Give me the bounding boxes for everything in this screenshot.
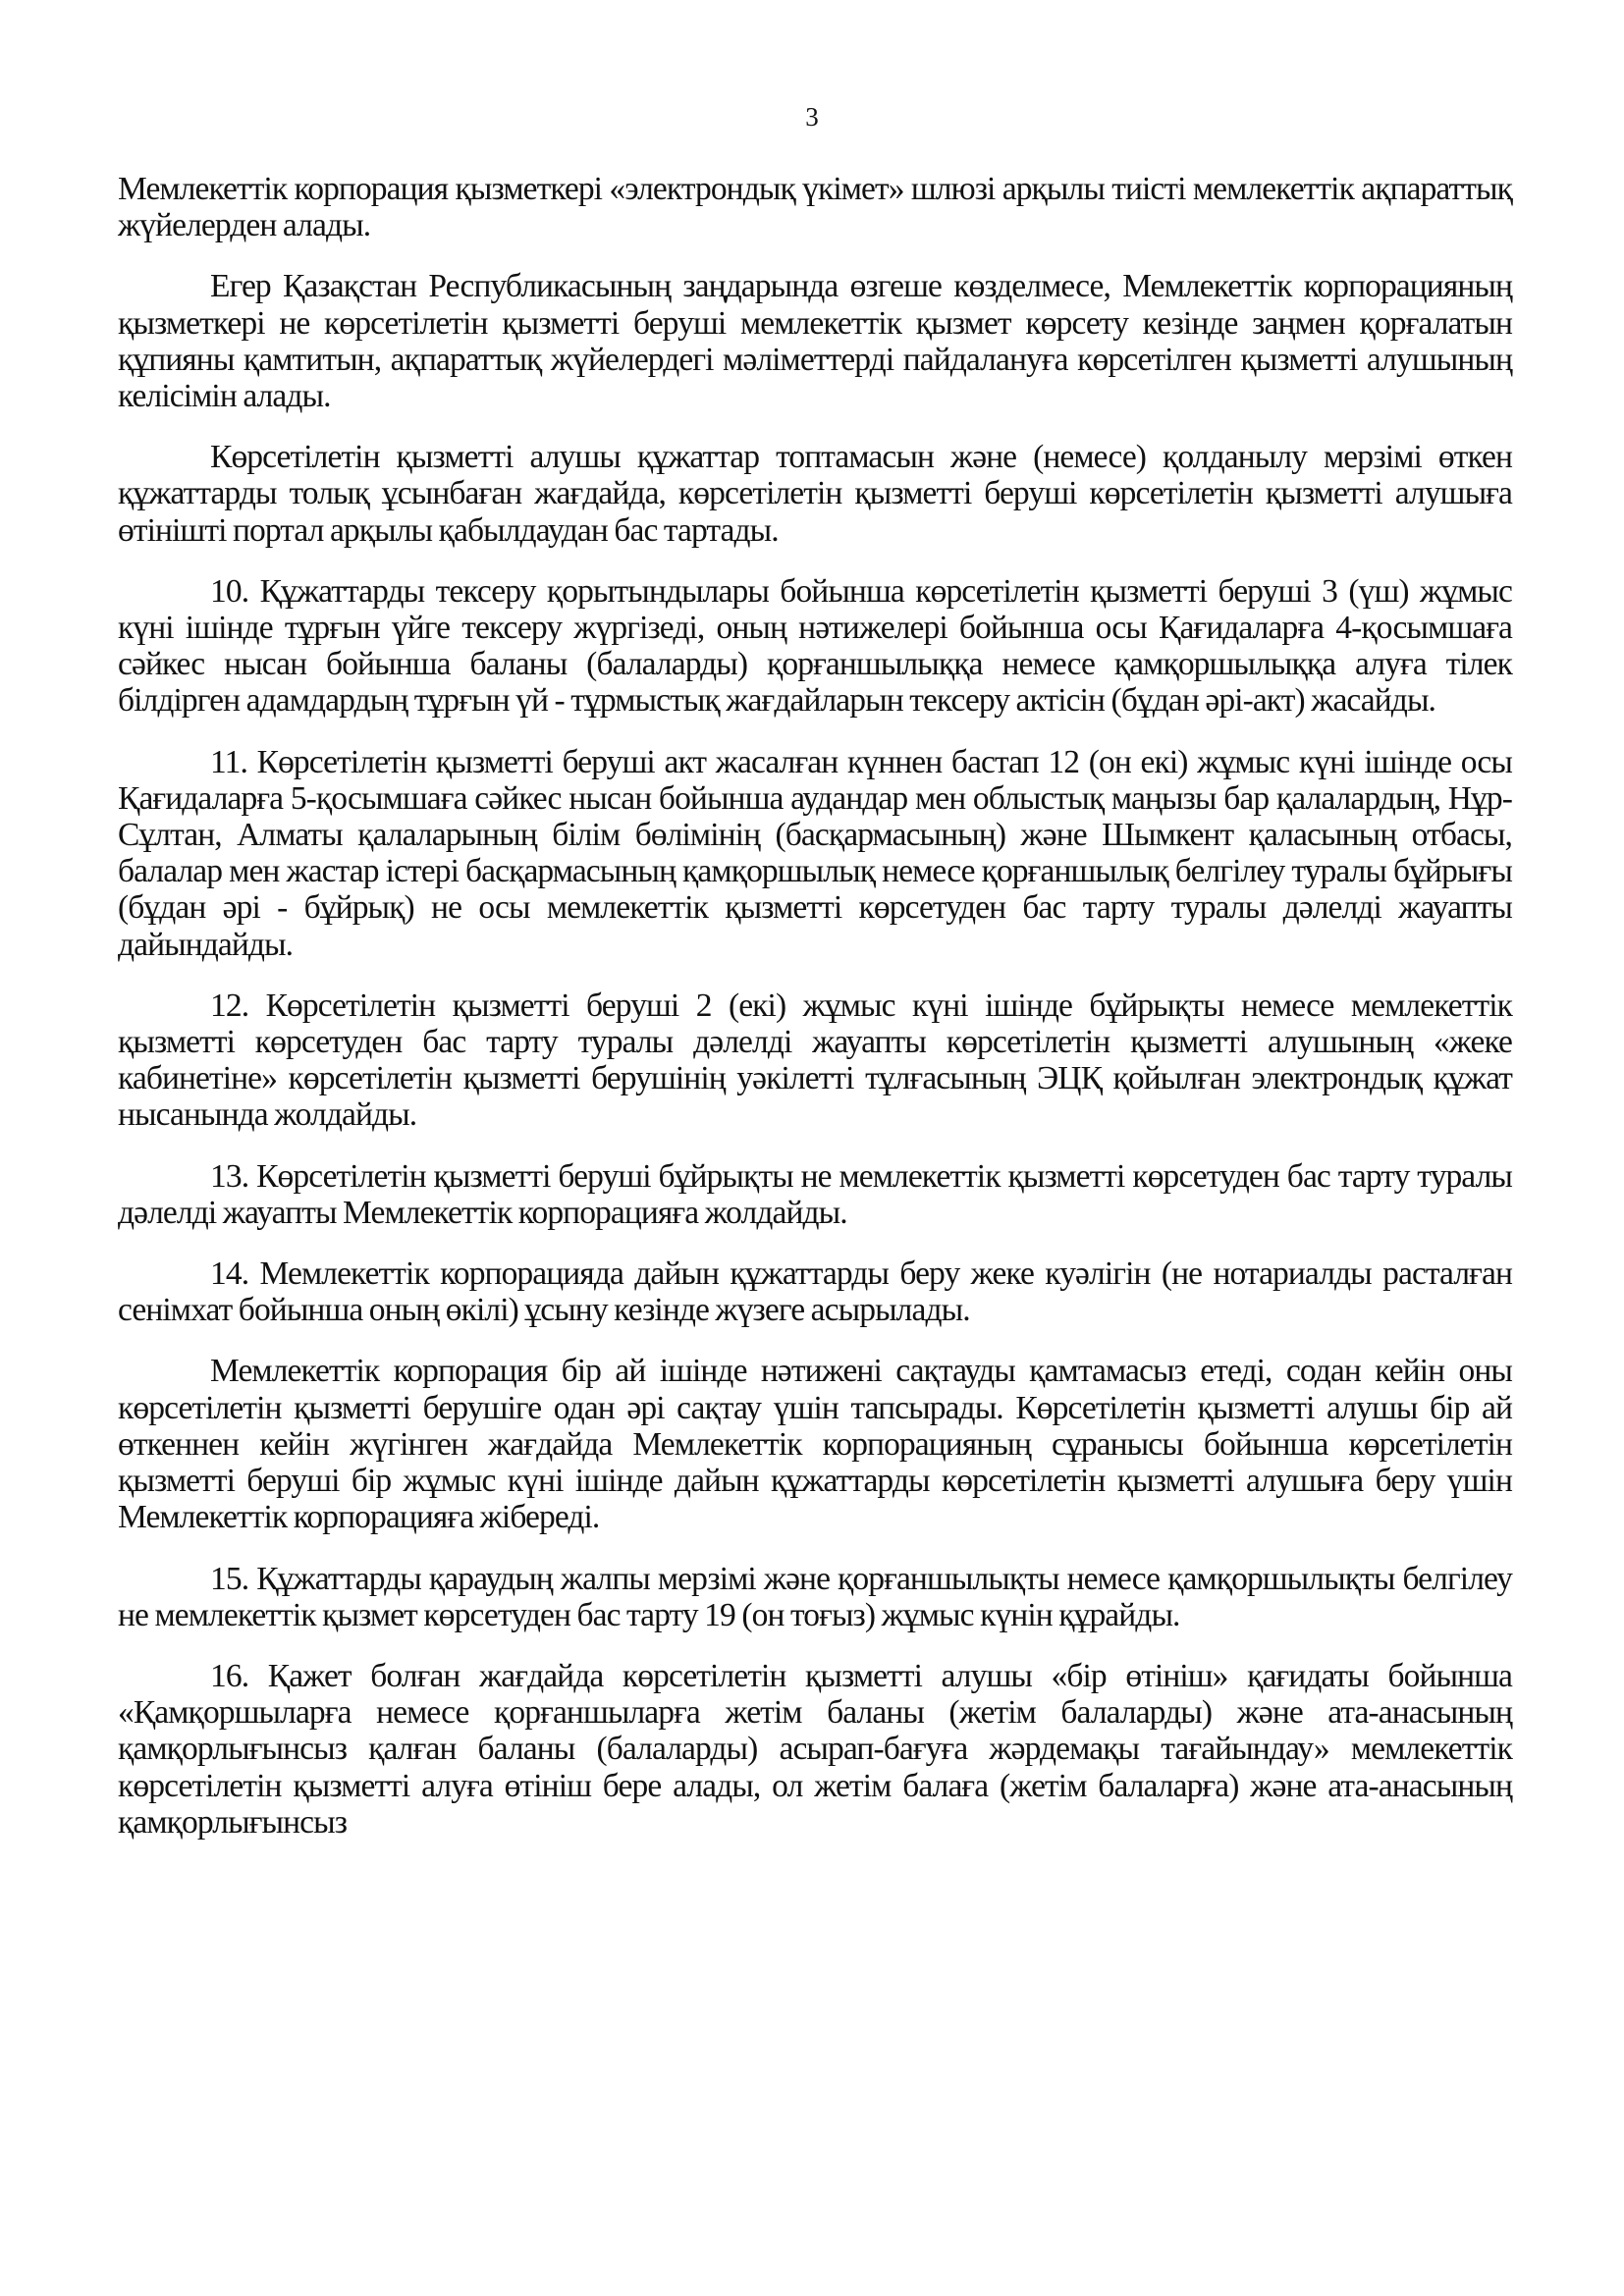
clause-10 [118, 573, 1512, 720]
clause-16 [118, 1658, 1512, 1841]
paragraph-text: Егер Қазақстан Республикасының заңдарында өзгеше көзделмесе, Мемлекеттік корпорацияның қызметкері не көрсетілетін қызметті беруші мемлекеттік қызмет көрсету кезінде заңмен қорғалатын құпияны қамтитын, ақпараттық жүйелердегі мәліметтерді пайдалануға көрсетілген қызметті алушының келісімін алады. [118, 268, 1512, 415]
clause-number: 15. [210, 1560, 249, 1597]
paragraph-text: Көрсетілетін қызметті беруші 2 (екі) жұмыс күні ішінде бұйрықты немесе мемлекеттік қызметті көрсетуден бас тарту туралы дәлелді жауапты көрсетілетін қызметті алушының «жеке кабинетіне» көрсетілетін қызметті берушінің уәкілетті тұлғасының ЭЦҚ қойылған электрондық құжат нысанында жолдайды. [118, 987, 1512, 1134]
clause-13 [118, 1158, 1512, 1231]
clause-number: 11. [210, 743, 247, 780]
paragraph-text: Көрсетілетін қызметті беруші бұйрықты не мемлекеттік қызметті көрсетуден бас тарту туралы дәлелді жауапты Мемлекеттік корпорацияға жолдайды. [118, 1157, 1512, 1231]
paragraph-text: Мемлекеттік корпорация бір ай ішінде нәтижені сақтауды қамтамасыз етеді, содан кейін оны көрсетілетін қызметті берушіге одан әрі сақтау үшін тапсырады. Көрсетілетін қызметті алушы бір ай өткеннен кейін жүгінген жағдайда Мемлекеттік корпорацияның сұранысы бойынша көрсетілетін қызметті беруші бір жұмыс күні ішінде дайын құжаттарды көрсетілетін қызметті алушыға беру үшін Мемлекеттік корпорацияға жібереді. [118, 1353, 1512, 1536]
clause-15 [118, 1561, 1512, 1633]
document-body [118, 171, 1512, 1865]
paragraph-continuation [118, 171, 1512, 243]
paragraph-text: Мемлекеттік корпорацияда дайын құжаттарды беру жеке куәлігін (не нотариалды расталған сенімхат бойынша оның өкілі) ұсыну кезінде жүзеге асырылады. [118, 1255, 1512, 1329]
paragraph-refusal-incomplete-docs [118, 439, 1512, 549]
page-number: 3 [805, 102, 819, 132]
paragraph-storage [118, 1353, 1512, 1535]
paragraph-consent [118, 268, 1512, 414]
clause-number: 12. [210, 987, 249, 1024]
paragraph-text: Қажет болған жағдайда көрсетілетін қызметті алушы «бір өтініш» қағидаты бойынша «Қамқоршыларға немесе қорғаншыларға жетім баланы (жетім балаларды) және ата-анасының қамқорлығынсыз қалған баланы (балаларды) асырап-бағуға жәрдемақы тағайындау» мемлекеттік көрсетілетін қызметті алуға өтініш бере алады, ол жетім балаға (жетім балаларға) және ата-анасының қамқорлығынсыз [118, 1657, 1512, 1841]
paragraph-text: Мемлекеттік корпорация қызметкері «электрондық үкімет» шлюзі арқылы тиісті мемлекеттік ақпараттық жүйелерден алады. [118, 171, 1512, 244]
paragraph-text: Көрсетілетін қызметті алушы құжаттар топтамасын және (немесе) қолданылу мерзімі өткен құжаттарды толық ұсынбаған жағдайда, көрсетілетін қызметті беруші көрсетілетін қызметті алушыға өтінішті портал арқылы қабылдаудан бас тартады. [118, 439, 1512, 549]
clause-number: 10. [210, 572, 249, 610]
clause-14 [118, 1255, 1512, 1328]
clause-number: 16. [210, 1657, 249, 1694]
paragraph-text: Құжаттарды қараудың жалпы мерзімі және қорғаншылықты немесе қамқоршылықты белгілеу не мемлекеттік қызмет көрсетуден бас тарту 19 (он тоғыз) жұмыс күнін құрайды. [118, 1560, 1512, 1633]
clause-11 [118, 744, 1512, 963]
clause-number: 13. [210, 1157, 249, 1195]
paragraph-text: Құжаттарды тексеру қорытындылары бойынша көрсетілетін қызметті беруші 3 (үш) жұмыс күні ішінде тұрғын үйге тексеру жүргізеді, оның нәтижелері бойынша осы Қағидаларға 4-қосымшаға сәйкес нысан бойынша баланы (балаларды) қорғаншылыққа немесе қамқоршылыққа алуға тілек білдірген адамдардың тұрғын үй - тұрмыстық жағдайларын тексеру актісін (бұдан әрі-акт) жасайды. [118, 572, 1512, 720]
paragraph-text: Көрсетілетін қызметті беруші акт жасалған күннен бастап 12 (он екі) жұмыс күні ішінде осы Қағидаларға 5-қосымшаға сәйкес нысан бойынша аудандар мен облыстық маңызы бар қалалардың, Нұр-Сұлтан, Алматы қалаларының білім бөлімінің (басқармасының) және Шымкент қаласының отбасы, балалар мен жастар істері басқармасының қамқоршылық немесе қорғаншылық белгілеу туралы бұйрығы (бұдан әрі - бұйрық) не осы мемлекеттік қызметті көрсетуден бас тарту туралы дәлелді жауапты дайындайды. [118, 743, 1513, 963]
clause-12 [118, 988, 1512, 1134]
clause-number: 14. [210, 1255, 249, 1293]
